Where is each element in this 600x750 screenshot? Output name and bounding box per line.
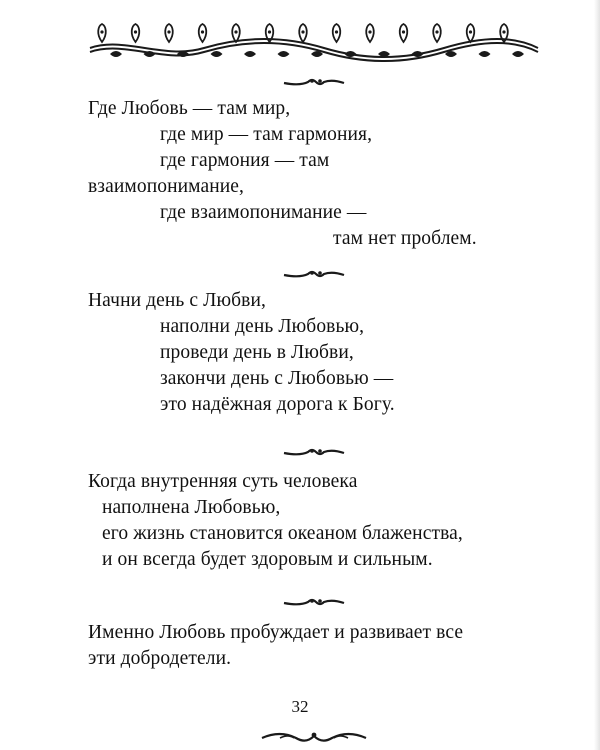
vine-bud-dot (502, 30, 505, 33)
verse-line: его жизнь становится океаном блаженства, (102, 523, 463, 544)
swirl-separator-ornament (282, 446, 346, 458)
swirl-separator-ornament (282, 268, 346, 280)
verse-line: где мир — там гармония, (160, 124, 373, 145)
vine-bud-dot (402, 30, 405, 33)
vine-bud-dot (268, 30, 271, 33)
vine-bud-dot (335, 30, 338, 33)
verse-line: Начни день с Любви, (88, 290, 266, 311)
vine-bud-dot (201, 30, 204, 33)
vine-leaf (479, 51, 491, 57)
verse-line: где гармония — там (160, 150, 330, 171)
vine-bud-dot (234, 30, 237, 33)
verse-line: наполни день Любовью, (160, 316, 365, 337)
page-edge-shade (594, 0, 600, 750)
verse-line: Где Любовь — там мир, (88, 98, 291, 119)
verse-start-day (88, 288, 558, 418)
verse-line: Именно Любовь пробуждает и развивает все (88, 622, 464, 643)
vine-leaf (278, 51, 290, 57)
swirl-separator-ornament (282, 596, 346, 608)
vine-bud-dot (435, 30, 438, 33)
verse-virtues (88, 620, 558, 672)
vine-leaf (244, 51, 256, 57)
vine-border-ornament (84, 18, 544, 62)
vine-leaf (211, 51, 223, 57)
verse-line: проведи день в Любви, (160, 342, 354, 363)
verse-line: и он всегда будет здоровым и сильным. (102, 549, 433, 570)
vine-leaf (110, 51, 122, 57)
verse-line: закончи день с Любовью — (160, 368, 394, 389)
verse-line: взаимопонимание, (88, 176, 245, 197)
vine-bud-dot (469, 30, 472, 33)
verse-line: Когда внутренняя суть человека (88, 471, 358, 492)
verse-line: там нет проблем. (333, 228, 477, 249)
verse-line: где взаимопонимание — (160, 202, 367, 223)
vine-bud-dot (134, 30, 137, 33)
vine-bud-dot (368, 30, 371, 33)
page-number: 32 (291, 697, 309, 716)
verse-line: это надёжная дорога к Богу. (160, 394, 395, 415)
verse-inner-essence (88, 469, 558, 573)
verse-love-peace (88, 96, 558, 252)
vine-leaf (412, 51, 424, 57)
vine-bud-dot (301, 30, 304, 33)
verse-line: эти добродетели. (88, 648, 232, 669)
verse-line: наполнена Любовью, (102, 497, 281, 518)
vine-bud-dot (100, 30, 103, 33)
swirl-separator-ornament (282, 76, 346, 88)
vine-leaf (512, 51, 524, 57)
footer-flourish-ornament (260, 726, 368, 746)
vine-bud-dot (167, 30, 170, 33)
vine-leaf (345, 51, 357, 57)
